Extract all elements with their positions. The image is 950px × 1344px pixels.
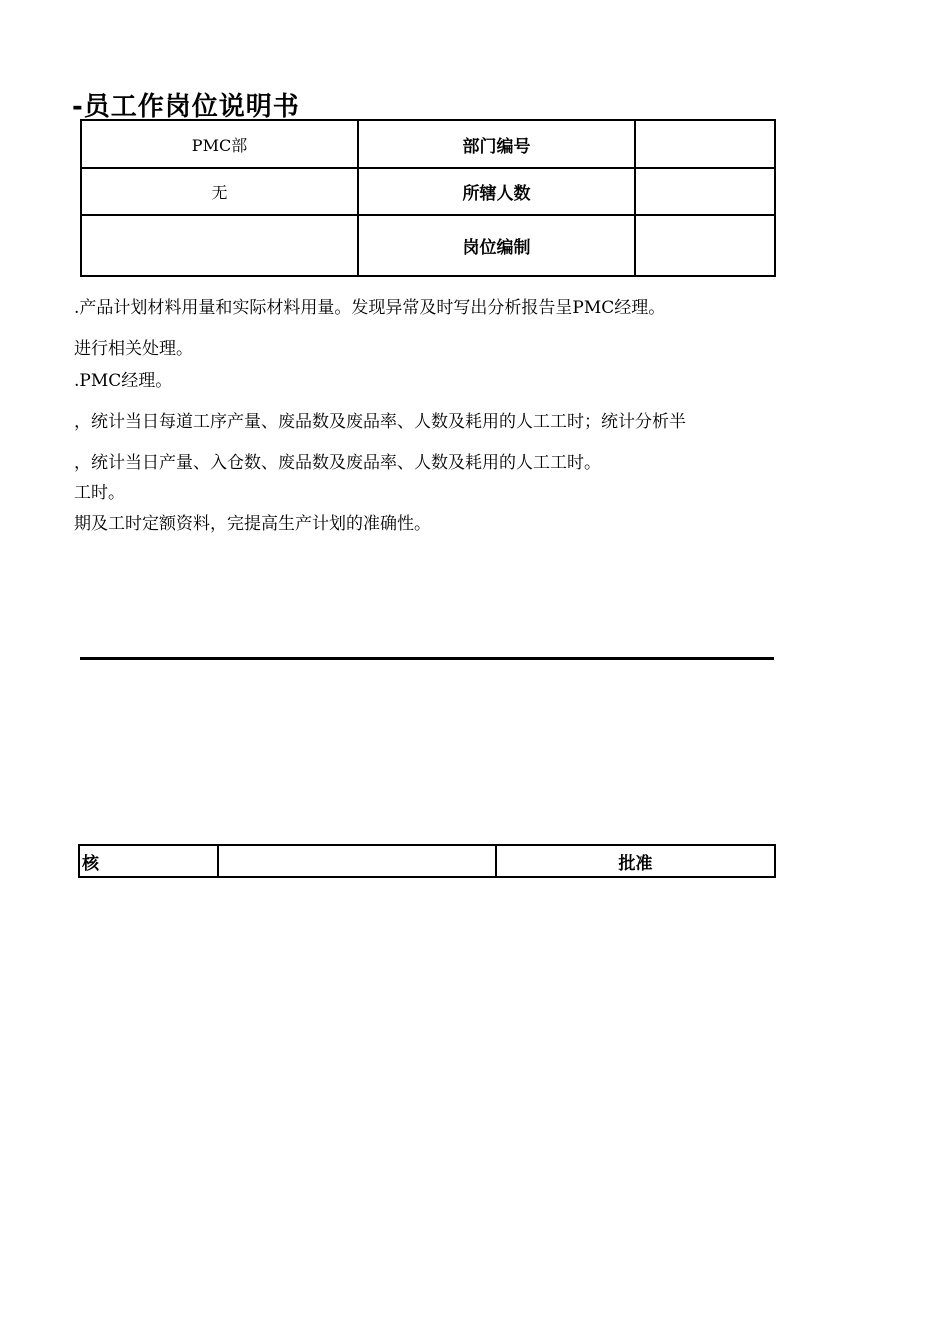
section-divider [80, 657, 774, 660]
duty-line: ，统计当日产量、入仓数、废品数及废品率、人数及耗用的人工工时。 [74, 453, 601, 473]
subordinate-count-label: 所辖人数 [358, 168, 635, 215]
department-value[interactable]: PMC部 [81, 120, 358, 168]
subordinate-count-value[interactable] [635, 168, 775, 215]
review-label: 核 [79, 845, 218, 877]
review-signature-field[interactable] [218, 845, 496, 877]
row3-value[interactable] [81, 215, 358, 276]
headcount-value[interactable] [635, 215, 775, 276]
department-code-value[interactable] [635, 120, 775, 168]
supervisor-value[interactable]: 无 [81, 168, 358, 215]
spreadsheet-page [72, 0, 774, 1344]
signoff-row [79, 845, 775, 877]
duty-line: 期及工时定额资料，完提高生产计划的准确性。 [74, 514, 431, 534]
duty-line: ，统计当日每道工序产量、废品数及废品率、人数及耗用的人工工时；统计分析半 [74, 412, 686, 432]
info-row-subordinates [81, 168, 775, 215]
duty-line: 工时。 [74, 483, 125, 503]
duty-line: 进行相关处理。 [74, 339, 193, 359]
info-row-department [81, 120, 775, 168]
approve-label: 批准 [496, 845, 775, 877]
signoff-table [78, 844, 776, 878]
document-title: -员工作岗位说明书 [72, 92, 300, 122]
headcount-label: 岗位编制 [358, 215, 635, 276]
duty-line: .PMC经理。 [74, 371, 173, 391]
department-code-label: 部门编号 [358, 120, 635, 168]
duty-line: .产品计划材料用量和实际材料用量。发现异常及时写出分析报告呈PMC经理。 [74, 298, 666, 318]
info-row-headcount [81, 215, 775, 276]
position-info-table [80, 119, 776, 277]
